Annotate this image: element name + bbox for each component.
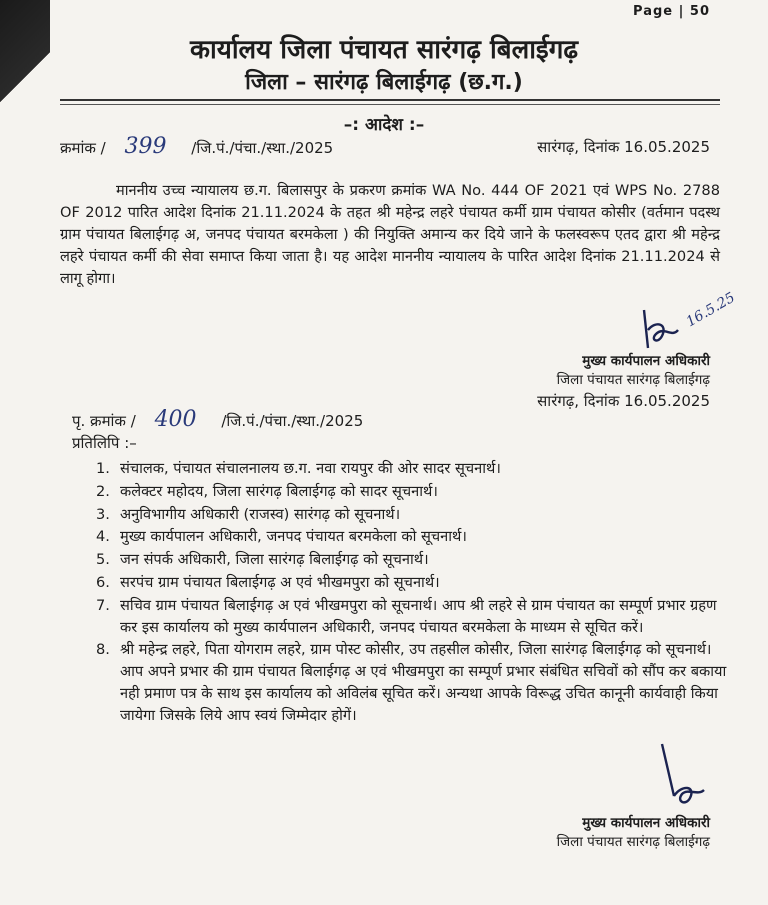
order-ref: [60, 134, 333, 159]
page-number: Page | 50: [633, 4, 710, 19]
endorsement-suffix: /जि.पं./पंचा./स्था./2025: [221, 412, 364, 430]
list-item: 6. सरपंच ग्राम पंचायत बिलाईगढ़ अ एवं भीखमपुरा को सूचनार्थ।: [96, 573, 440, 591]
copy-list: [96, 458, 736, 728]
endorsement-ref: [72, 407, 363, 432]
order-number: 399: [124, 134, 167, 159]
signatory-place-date: सारंगढ़, दिनांक 16.05.2025: [537, 392, 710, 410]
signatory-org-2: जिला पंचायत सारंगढ़ बिलाईगढ़: [556, 834, 710, 850]
signatory-org: जिला पंचायत सारंगढ़ बिलाईगढ़: [556, 372, 710, 388]
list-item: 3. अनुविभागीय अधिकारी (राजस्व) सारंगढ़ को सूचनार्थ।: [96, 505, 401, 523]
list-item: 7. सचिव ग्राम पंचायत बिलाईगढ़ अ एवं भीखमपुरा को सूचनार्थ। आप श्री लहरे से ग्राम पंचायत का सम्पूर्ण प्रभार ग्रहण कर इस कार्यालय को मुख्य कार्यपालन अधिकारी, जनपद पंचायत बरमकेला के माध्यम से सूचित करें।: [96, 596, 717, 636]
handwritten-time: 16.5.25: [683, 289, 738, 331]
signature-block-2: [557, 814, 710, 852]
signature-block-1: [537, 352, 710, 411]
office-title: कार्यालय जिला पंचायत सारंगढ़ बिलाईगढ़: [190, 35, 578, 65]
list-item: 4. मुख्य कार्यपालन अधिकारी, जनपद पंचायत बरमकेला को सूचनार्थ।: [96, 528, 467, 546]
list-item: 2. कलेक्टर महोदय, जिला सारंगढ़ बिलाईगढ़ को सादर सूचनार्थ।: [96, 482, 438, 500]
list-item: 5. जन संपर्क अधिकारी, जिला सारंगढ़ बिलाईगढ़ को सूचनार्थ।: [96, 551, 429, 569]
copy-label: प्रतिलिपि :–: [72, 434, 137, 452]
signatory-title-2: मुख्य कार्यपालन अधिकारी: [582, 815, 710, 831]
endorsement-prefix: पृ. क्रमांक /: [72, 412, 136, 430]
header-rule-thin: [60, 104, 720, 105]
endorsement-number: 400: [154, 407, 197, 432]
signature-mark-2: [652, 740, 722, 820]
district-subtitle: जिला – सारंगढ़ बिलाईगढ़ (छ.ग.): [245, 70, 523, 95]
order-ref-prefix: क्रमांक /: [60, 139, 106, 157]
list-item: 8. श्री महेन्द्र लहरे, पिता योगराम लहरे, ग्राम पोस्ट कोसीर, उप तहसील कोसीर, जिला सारंगढ़ बिलाईगढ़ को सूचनार्थ। आप अपने प्रभार की ग्राम पंचायत बिलाईगढ़ अ एवं भीखमपुरा का सम्पूर्ण प्रभार संबंधित सचिवों को सौंप कर बकाया नही प्रमाण पत्र के साथ इस कार्यालय को अविलंब सूचित करें। अन्यथा आपके विरूद्ध उचित कानूनी कार्यवाही किया जायेगा जिसके लिये आप स्वयं जिम्मेदार होगें।: [96, 641, 727, 724]
header-rule: [60, 99, 720, 101]
signatory-title: मुख्य कार्यपालन अधिकारी: [582, 353, 710, 369]
order-place-date: सारंगढ़, दिनांक 16.05.2025: [537, 138, 710, 156]
order-body: माननीय उच्च न्यायालय छ.ग. बिलासपुर के प्रकरण क्रमांक WA No. 444 OF 2021 एवं WPS No. 2788 OF 2012 पारित आदेश दिनांक 21.11.2024 के तहत श्री महेन्द्र लहरे पंचायत कर्मी ग्राम पंचायत कोसीर (वर्तमान पदस्थ ग्राम पंचायत बिलाईगढ़ अ, जनपद पंचायत बरमकेला ) की नियुक्ति अमान्य कर दिये जाने के फलस्वरूप एतद द्वारा श्री महेन्द्र लहरे पंचायत कर्मी की सेवा समाप्त किया जाता है। यह आदेश माननीय न्यायालय के पारित आदेश दिनांक 21.11.2024 से लागू होगा।: [60, 182, 720, 287]
list-item: 1. संचालक, पंचायत संचालनालय छ.ग. नवा रायपुर की ओर सादर सूचनार्थ।: [96, 460, 501, 477]
order-heading: –: आदेश :–: [343, 115, 425, 135]
order-ref-suffix: /जि.पं./पंचा./स्था./2025: [191, 139, 334, 157]
